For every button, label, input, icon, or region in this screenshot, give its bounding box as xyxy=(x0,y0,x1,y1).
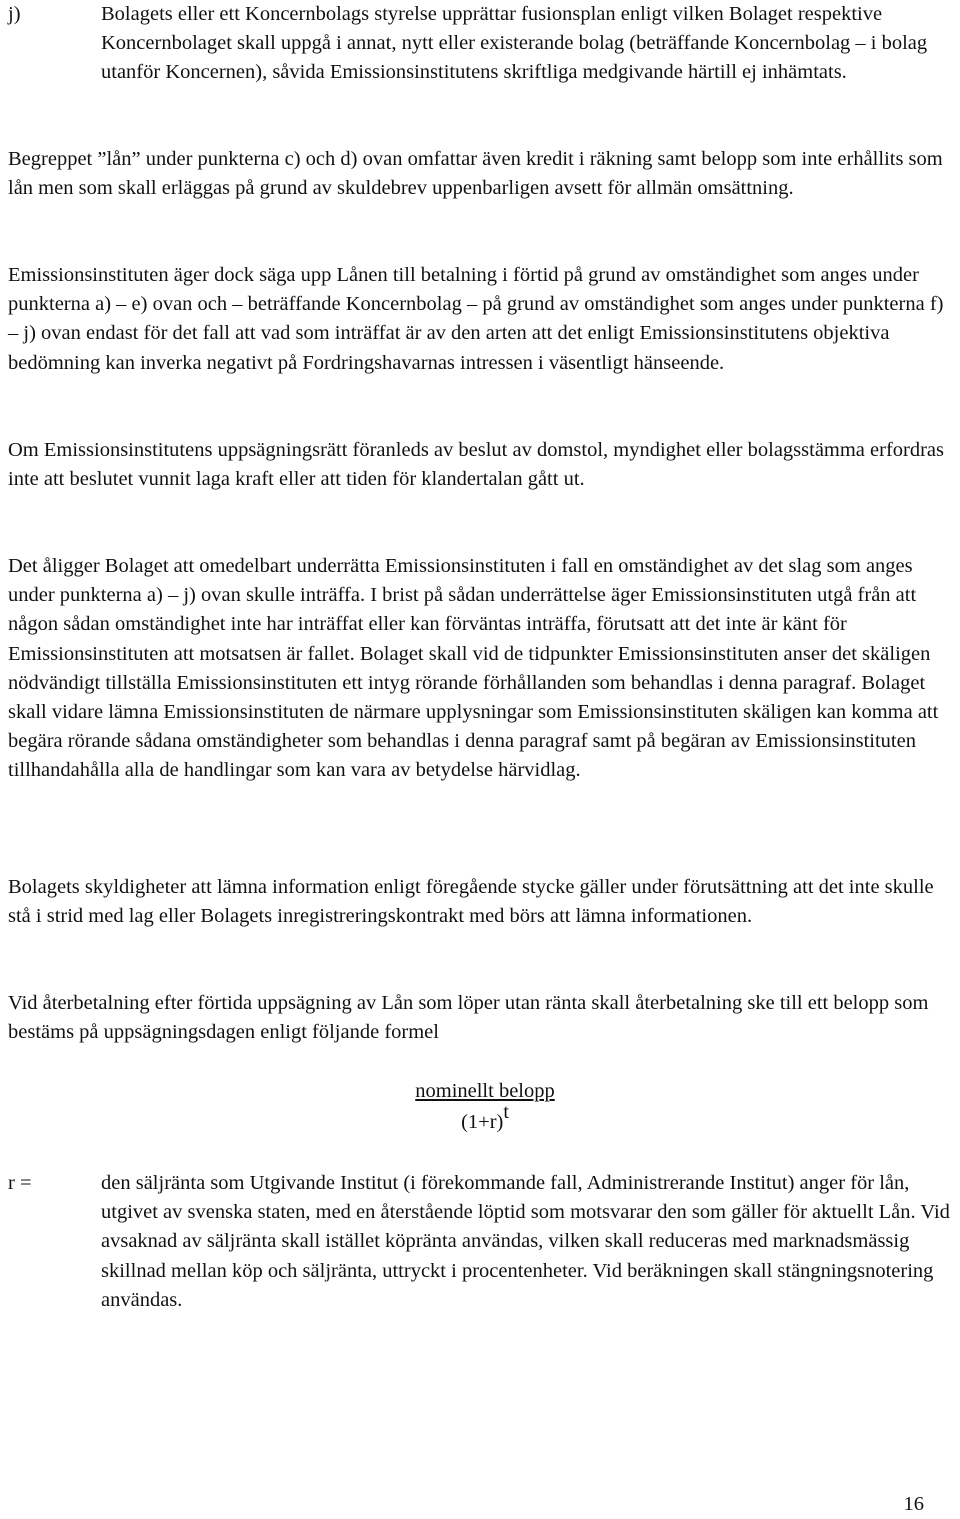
page-number: 16 xyxy=(903,1493,924,1515)
formula-numerator: nominellt belopp xyxy=(415,1080,555,1102)
paragraph-repayment-formula-intro: Vid återbetalning efter förtida uppsägning av Lån som löper utan ränta skall återbetalning ske till ett belopp som bestäms på uppsägningsdagen enligt följande formel xyxy=(8,992,929,1044)
paragraph-notification-duty: Det åligger Bolaget att omedelbart underrätta Emissionsinstituten i fall en omständighet av det slag som anges under punkterna a) – j) ovan skulle inträffa. I brist på sådan underrättelse äger Emissionsinstituten utgå från att någon sådan omständighet inte har inträffat eller kan förväntas inträffa, förutsatt att det inte är känt för Emissionsinstituten att motsatsen är fallet. Bolaget skall vid de tidpunkter Emissionsinstituten anser det skäligen nödvändigt tillställa Emissionsinstituten ett intyg rörande förhållanden som behandlas i denna paragraf. Bolaget skall vidare lämna Emissionsinstituten de närmare upplysningar som Emissionsinstituten skäligen kan komma att begära rörande sådana omständigheter som behandlas i denna paragraf samt på begäran av Emissionsinstituten tillhandahålla alla de handlingar som kan vara av betydelse härvidlag. xyxy=(8,555,939,782)
paragraph-loan-definition: Begreppet ”lån” under punkterna c) och d) ovan omfattar även kredit i räkning samt belopp som inte erhållits som lån men som skall erläggas på grund av skuldebrev uppenbarligen avsett för allmän omsättning. xyxy=(8,148,943,200)
formula-denominator: $(1+r)^t$ xyxy=(461,1101,509,1134)
formula-exponent: t xyxy=(503,1101,509,1124)
paragraph-information-obligation: Bolagets skyldigheter att lämna information enligt föregående stycke gäller under förutsättning att det inte skulle stå i strid med lag eller Bolagets inregistreringskontrakt med börs att lämna informationen. xyxy=(8,876,934,928)
list-item-marker: j) xyxy=(8,3,21,25)
repayment-formula xyxy=(380,1077,590,1137)
definition-text: den säljränta som Utgivande Institut (i förekommande fall, Administrerande Institut) anger för lån, utgivet av svenska staten, med en återstående löptid som motsvarar den som gäller för aktuellt Lån. Vid avsaknad av säljränta skall istället köpränta användas, vilken skall reduceras med marknadsmässig skillnad mellan köp och säljränta, uttryckt i procentenheter. Vid beräkningen skall stängningsnotering användas. xyxy=(101,1172,950,1311)
definition-marker: r = xyxy=(8,1172,32,1194)
paragraph-court-decision: Om Emissionsinstitutens uppsägningsrätt föranleds av beslut av domstol, myndighet eller bolagsstämma erfordras inte att beslutet vunnit laga kraft eller att tiden för klandertalan gått ut. xyxy=(8,439,945,491)
paragraph-termination-right: Emissionsinstituten äger dock säga upp Lånen till betalning i förtid på grund av omständighet som anges under punkterna a) – e) ovan och – beträffande Koncernbolag – på grund av omständighet som anges under punkterna f) – j) ovan endast för det fall att vad som inträffat är av den arten att det enligt Emissionsinstitutens objektiva bedömning kan inverka negativt på Fordringshavarnas intressen i väsentligt hänseende. xyxy=(8,264,944,374)
list-item-text: Bolagets eller ett Koncernbolags styrelse upprättar fusionsplan enligt vilken Bolaget respektive Koncernbolaget skall uppgå i annat, nytt eller existerande bolag (beträffande Koncernbolag – i bolag utanför Koncernen), såvida Emissionsinstitutens skriftliga medgivande härtill ej inhämtats. xyxy=(101,3,928,84)
